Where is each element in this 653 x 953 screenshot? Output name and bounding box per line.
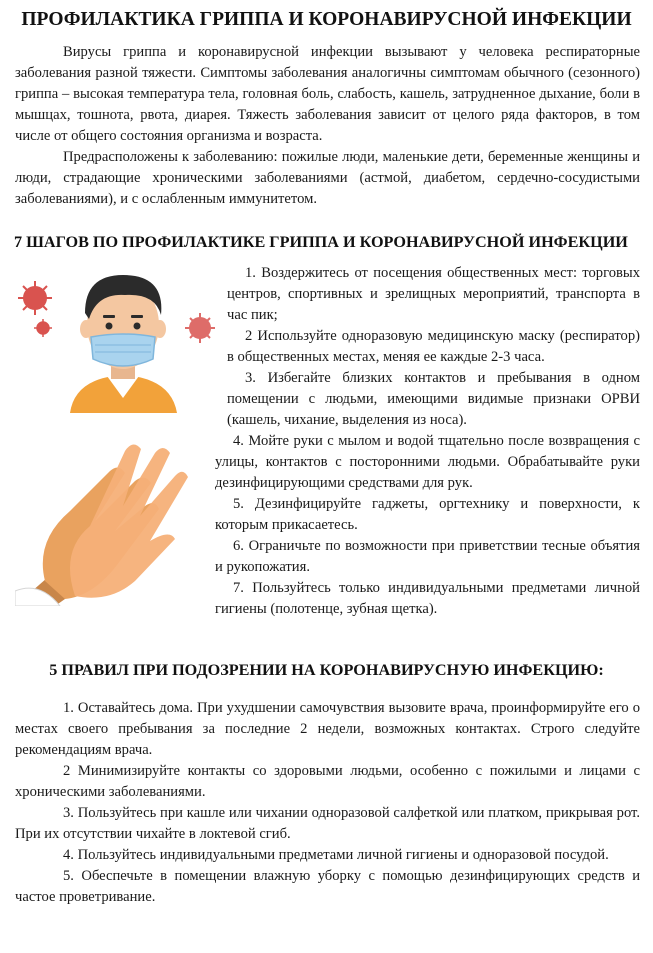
masked-person-illustration (15, 263, 215, 413)
steps-heading: 7 ШАГОВ ПО ПРОФИЛАКТИКЕ ГРИППА И КОРОНАВИРУСНОЙ ИНФЕКЦИИ (14, 233, 628, 251)
rule-item: 3. Пользуйтесь при кашле или чихании одноразовой салфеткой или платком, прикрывая рот. При их отсутствии чихайте в локтевой сгиб. (15, 805, 640, 842)
step-item: 3. Избегайте близких контактов и пребывания в одном помещении с людьми, имеющими видимые признаки ОРВИ (кашель, чихание, выделения из носа). (227, 370, 640, 428)
document-title: ПРОФИЛАКТИКА ГРИППА И КОРОНАВИРУСНОЙ ИНФЕКЦИИ (21, 9, 632, 30)
hand-washing-illustration (15, 431, 203, 606)
virus-icon (185, 313, 215, 343)
step-item: 4. Мойте руки с мылом и водой тщательно после возвращения с улицы, контактов с посторонними людьми. Обрабатывайте руки дезинфицирующими средствами для рук. (215, 433, 640, 491)
intro-section (15, 42, 640, 210)
rule-item: 5. Обеспечьте в помещении влажную уборку с помощью дезинфицирующих средств и частое проветривание. (15, 868, 640, 905)
step-item: 6. Ограничьте по возможности при приветствии тесные объятия и рукопожатия. (215, 538, 640, 575)
intro-paragraph: Вирусы гриппа и коронавирусной инфекции вызывают у человека респираторные заболевания разной тяжести. Симптомы заболевания аналогичны симптомам обычного (сезонного) гриппа – высокая температура тела, головная боль, слабость, кашель, затрудненное дыхание, боли в мышцах, тошнота, рвота, диарея. Тяжесть заболевания зависит от целого ряда факторов, в том числе от общего состояния организма и возраста. (15, 44, 640, 144)
rules-heading: 5 ПРАВИЛ ПРИ ПОДОЗРЕНИИ НА КОРОНАВИРУСНУЮ ИНФЕКЦИЮ: (49, 661, 604, 679)
step-item: 2 Используйте одноразовую медицинскую маску (респиратор) в общественных местах, меняя ее каждые 2-3 часа. (227, 328, 640, 365)
rule-item: 4. Пользуйтесь индивидуальными предметами личной гигиены и одноразовой посудой. (63, 847, 609, 863)
virus-icon (18, 281, 52, 315)
virus-icon (34, 319, 52, 337)
rule-item: 2 Минимизируйте контакты со здоровыми людьми, особенно с пожилыми и лицами с хроническими заболеваниями. (15, 763, 640, 800)
rules-section (15, 698, 640, 908)
face-mask-icon (91, 334, 155, 366)
step-item: 7. Пользуйтесь только индивидуальными предметами личной гигиены (полотенце, зубная щетка). (215, 580, 640, 617)
intro-paragraph: Предрасположены к заболеванию: пожилые люди, маленькие дети, беременные женщины и люди, страдающие хроническими заболеваниями (астмой, диабетом, сердечно-сосудистыми заболеваниями), и с ослабленным иммунитетом. (15, 149, 640, 207)
steps-section (15, 263, 640, 620)
rule-item: 1. Оставайтесь дома. При ухудшении самочувствия вызовите врача, проинформируйте его о местах своего пребывания за последние 2 недели, возможных контактах. Строго следуйте рекомендациям врача. (15, 700, 640, 758)
step-item: 5. Дезинфицируйте гаджеты, оргтехнику и поверхности, к которым прикасаетесь. (215, 496, 640, 533)
step-item: 1. Воздержитесь от посещения общественных мест: торговых центров, спортивных и зрелищных мероприятий, транспорта в час пик; (227, 265, 640, 323)
